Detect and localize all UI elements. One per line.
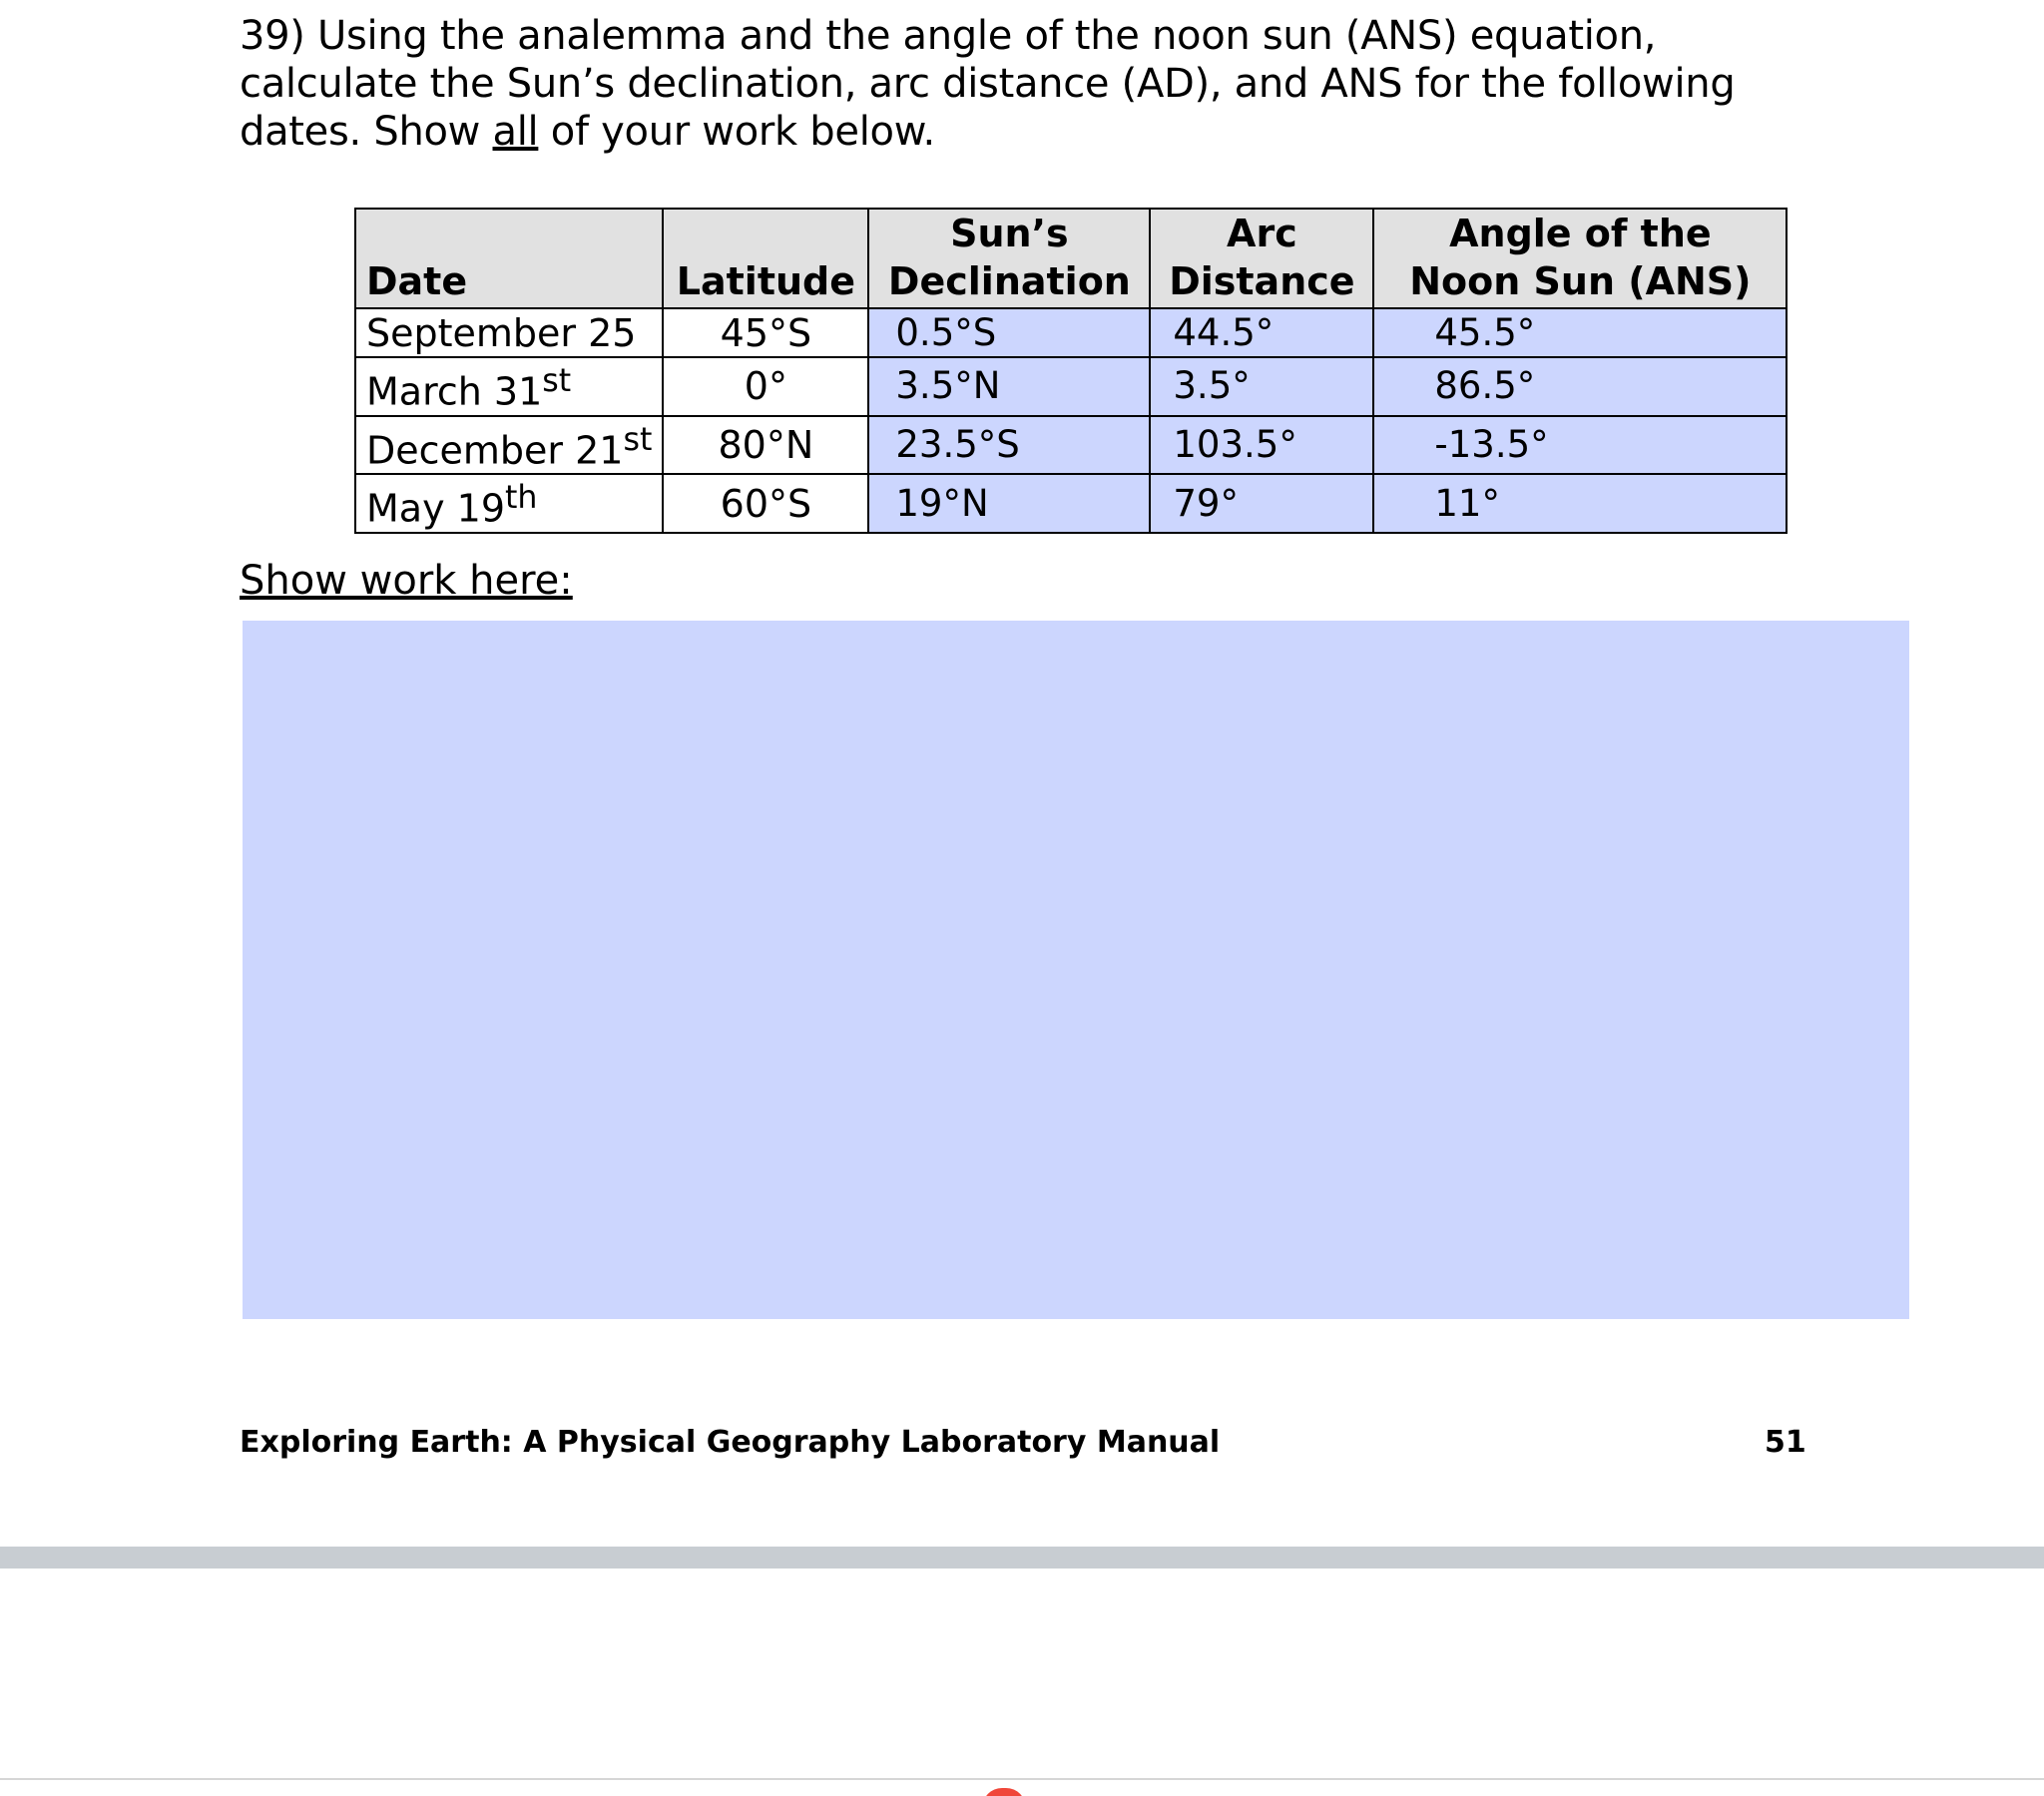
- header-date: Date: [355, 209, 663, 308]
- work-area-field[interactable]: [243, 621, 1909, 1319]
- table-row: [355, 416, 1787, 475]
- cell-arc-distance[interactable]: 103.5°: [1150, 416, 1373, 475]
- header-latitude: Latitude: [663, 209, 868, 308]
- cell-arc-distance[interactable]: 79°: [1150, 474, 1373, 533]
- cell-declination[interactable]: 0.5°S: [868, 308, 1150, 357]
- question-text-after: of your work below.: [538, 109, 935, 155]
- cell-ans[interactable]: 45.5°: [1373, 308, 1787, 357]
- cell-ans[interactable]: 11°: [1373, 474, 1787, 533]
- table-row: [355, 474, 1787, 533]
- cell-arc-distance[interactable]: 44.5°: [1150, 308, 1373, 357]
- table-row: [355, 357, 1787, 416]
- cell-declination[interactable]: 23.5°S: [868, 416, 1150, 475]
- cell-latitude: 80°N: [663, 416, 868, 475]
- cell-arc-distance[interactable]: 3.5°: [1150, 357, 1373, 416]
- annotation-marker-icon[interactable]: [982, 1788, 1026, 1796]
- show-work-label: Show work here:: [240, 558, 573, 604]
- cell-date: September 25: [355, 308, 663, 357]
- cell-date: March 31st: [355, 357, 663, 416]
- cell-declination[interactable]: 3.5°N: [868, 357, 1150, 416]
- question-text-before: 39) Using the analemma and the angle of the noon sun (ANS) equation, calculate the Sun’s declination, arc distance (AD), and ANS for the following dates. Show: [240, 13, 1736, 155]
- cell-date: December 21st: [355, 416, 663, 475]
- answer-table: [354, 208, 1788, 534]
- header-ans: Angle of the Noon Sun (ANS): [1373, 209, 1787, 308]
- cell-latitude: 45°S: [663, 308, 868, 357]
- page-separator: [0, 1547, 2044, 1569]
- question-underlined-word: all: [492, 109, 539, 155]
- cell-ans[interactable]: 86.5°: [1373, 357, 1787, 416]
- cell-date: May 19th: [355, 474, 663, 533]
- table-row: [355, 308, 1787, 357]
- table-header-row: [355, 209, 1787, 308]
- cell-latitude: 0°: [663, 357, 868, 416]
- header-declination: Sun’s Declination: [868, 209, 1150, 308]
- cell-latitude: 60°S: [663, 474, 868, 533]
- cell-ans[interactable]: -13.5°: [1373, 416, 1787, 475]
- footer-title: Exploring Earth: A Physical Geography Laboratory Manual: [240, 1425, 1221, 1460]
- next-page-edge: [0, 1778, 2044, 1780]
- page-number: 51: [1765, 1425, 1806, 1460]
- cell-declination[interactable]: 19°N: [868, 474, 1150, 533]
- header-arc-distance: Arc Distance: [1150, 209, 1373, 308]
- question-text: [240, 12, 1836, 156]
